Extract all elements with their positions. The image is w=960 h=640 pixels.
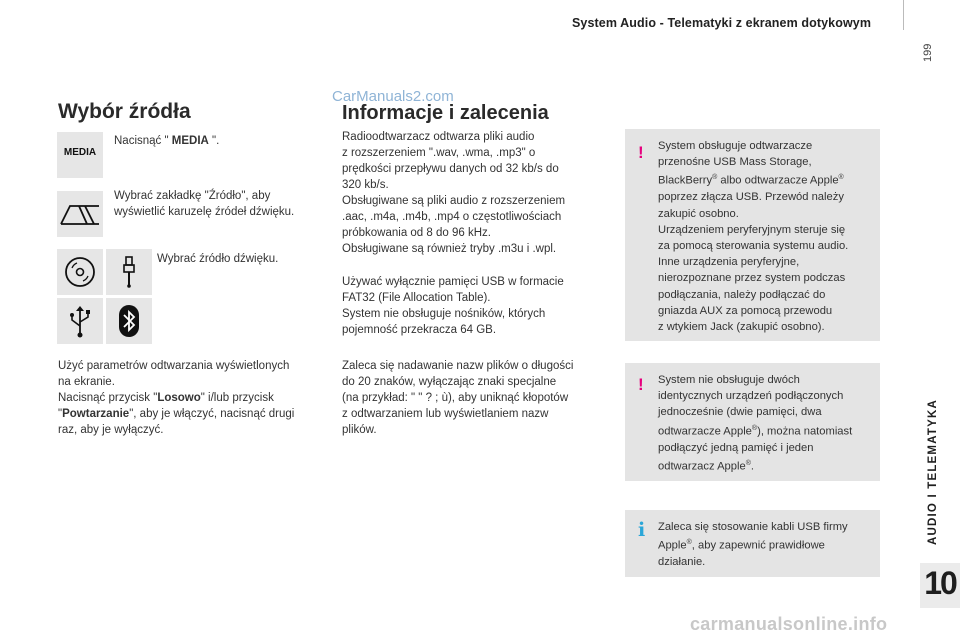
step2-line2: wyświetlić karuzelę źródeł dźwięku. <box>114 206 295 218</box>
note1-line: gniazda AUX za pomocą przewodu <box>658 304 833 317</box>
note2-line: jednocześnie (dwie pamięci, dwa <box>658 406 822 419</box>
note2-line: System nie obsługuje dwóch <box>658 374 800 386</box>
aux-jack-icon <box>106 249 152 295</box>
usb-format-text <box>342 274 604 338</box>
para-line3-post: " i/lub przycisk <box>200 392 274 404</box>
section-title-info: Informacje i zalecenia <box>342 102 549 124</box>
header-divider <box>903 0 904 30</box>
tab-shape-icon <box>57 191 103 237</box>
block1-line: Radioodtwarzacz odtwarza pliki audio <box>342 131 535 143</box>
media-icon-label: MEDIA <box>63 147 97 158</box>
chapter-side-label: AUDIO I TELEMATYKA <box>927 399 939 545</box>
para-line4-quote: " <box>58 408 63 420</box>
apple-text: odtwarzacz Apple <box>658 460 746 473</box>
block1-line: Obsługiwane są pliki audio z rozszerzeniem <box>342 195 566 207</box>
para-line1: Użyć parametrów odtwarzania wyświetlonych <box>58 360 290 372</box>
block1-line: próbkowania od 8 do 96 kHz. <box>342 227 491 239</box>
block1-line: .aac, .m4a, .m4b, .mp4 o częstotliwościach <box>342 211 562 223</box>
watermark-top: CarManuals2.com <box>332 88 454 105</box>
block1-line: z rozszerzeniem ".wav, .wma, .mp3" o <box>342 147 536 159</box>
note1-line: Urządzeniem peryferyjnym steruje się <box>658 223 846 236</box>
para-line5: raz, aby je wyłączyć. <box>58 424 164 436</box>
warning-icon: ! <box>638 375 644 394</box>
step-press-media <box>114 133 219 149</box>
step-select-tab <box>114 188 314 220</box>
note2-line: identycznych urządzeń podłączonych <box>658 390 844 403</box>
note2-line-rest: ), można natomiast <box>757 425 853 438</box>
block3-line: plików. <box>342 424 377 436</box>
note2-text <box>658 372 876 475</box>
cd-icon <box>57 249 103 295</box>
block1-line: 320 kb/s. <box>342 179 389 191</box>
note2-line-end: . <box>750 460 754 473</box>
block3-line: z odtwarzaniem lub wyświetlaniem nazw <box>342 408 549 420</box>
repeat-label: Powtarzanie <box>62 408 130 420</box>
note1-line: poprzez złącza USB. Przewód należy <box>658 191 844 204</box>
note2-line <box>658 456 876 475</box>
step1-bold: MEDIA <box>171 135 209 147</box>
media-button-icon <box>57 132 103 178</box>
note1-line: Inne urządzenia peryferyjne, <box>658 256 800 269</box>
warning-icon: ! <box>638 143 644 162</box>
block2-line: pojemność przekracza 64 GB. <box>342 324 497 336</box>
note3-line: działanie. <box>658 556 706 569</box>
note1-line: z wtykiem Jack (zakupić osobno). <box>658 320 825 333</box>
registered-mark: ® <box>712 174 718 182</box>
playback-instructions <box>58 358 320 438</box>
apple-text: albo odtwarzacze Apple <box>717 175 839 188</box>
page-number: 199 <box>922 43 934 62</box>
para-line3 <box>58 390 320 406</box>
note1-line: przenośne USB Mass Storage, <box>658 156 812 169</box>
step1-pre: Nacisnąć " <box>114 135 172 147</box>
note1-line: zakupić osobno. <box>658 207 739 220</box>
info-note-usb-cables <box>625 510 880 577</box>
note1-text <box>658 138 876 335</box>
apple-text: odtwarzacze Apple <box>658 425 752 438</box>
blackberry-text: BlackBerry <box>658 175 713 188</box>
note1-line: podłączania, należy podłączać do <box>658 288 826 301</box>
para-line3-pre: Nacisnąć przycisk " <box>58 392 158 404</box>
note3-line <box>658 535 876 554</box>
chapter-number: 10 <box>924 565 956 601</box>
block2-line: FAT32 (File Allocation Table). <box>342 292 491 304</box>
warning-note-identical-devices <box>625 363 880 481</box>
registered-mark: ® <box>745 459 751 467</box>
para-line4-post: ", aby je włączyć, nacisnąć drugi <box>129 408 295 420</box>
note1-line: za pomocą sterowania systemu audio. <box>658 239 849 252</box>
para-line2: na ekranie. <box>58 376 115 388</box>
note3-line-rest: , aby zapewnić prawidłowe <box>691 539 825 552</box>
warning-note-usb-devices <box>625 129 880 341</box>
page-header-title: System Audio - Telematyki z ekranem dotykowym <box>572 16 872 30</box>
block2-line: Używać wyłącznie pamięci USB w formacie <box>342 276 564 288</box>
step-select-source: Wybrać źródło dźwięku. <box>157 253 279 265</box>
block2-line: System nie obsługuje nośników, których <box>342 308 546 320</box>
watermark-bottom: carmanualsonline.info <box>690 614 888 634</box>
section-title-source: Wybór źródła <box>58 100 191 123</box>
source-tab-icon <box>57 191 103 237</box>
block3-line: Zaleca się nadawanie nazw plików o długości <box>342 360 574 372</box>
step2-line1: Wybrać zakładkę "Źródło", aby <box>114 190 271 202</box>
supported-formats-text <box>342 129 604 257</box>
note2-line: podłączyć jedną pamięć i jeden <box>658 441 814 454</box>
block1-line: prędkości przepływu danych od 32 kb/s do <box>342 163 559 175</box>
note1-line: nierozpoznane przez system podczas <box>658 272 846 285</box>
note2-line <box>658 421 876 440</box>
usb-icon <box>57 298 103 344</box>
apple-text: Apple <box>658 539 687 552</box>
bluetooth-icon <box>106 298 152 344</box>
shuffle-label: Losowo <box>157 392 201 404</box>
note3-text <box>658 519 876 570</box>
registered-mark: ® <box>686 539 692 547</box>
note1-line: System obsługuje odtwarzacze <box>658 140 813 152</box>
filename-advice-text <box>342 358 604 438</box>
info-icon: i <box>638 519 646 541</box>
note1-line <box>658 170 876 189</box>
block3-line: (na przykład: " " ? ; ù), aby uniknąć kłopotów <box>342 392 569 404</box>
block3-line: do 20 znaków, wyłączając znaki specjalne <box>342 376 557 388</box>
note3-line: Zaleca się stosowanie kabli USB firmy <box>658 521 848 533</box>
block1-line: Obsługiwane są również tryby .m3u i .wpl. <box>342 243 557 255</box>
step1-post: ". <box>208 135 220 147</box>
para-line4 <box>58 406 320 422</box>
registered-mark: ® <box>751 424 758 432</box>
registered-mark: ® <box>838 174 844 182</box>
